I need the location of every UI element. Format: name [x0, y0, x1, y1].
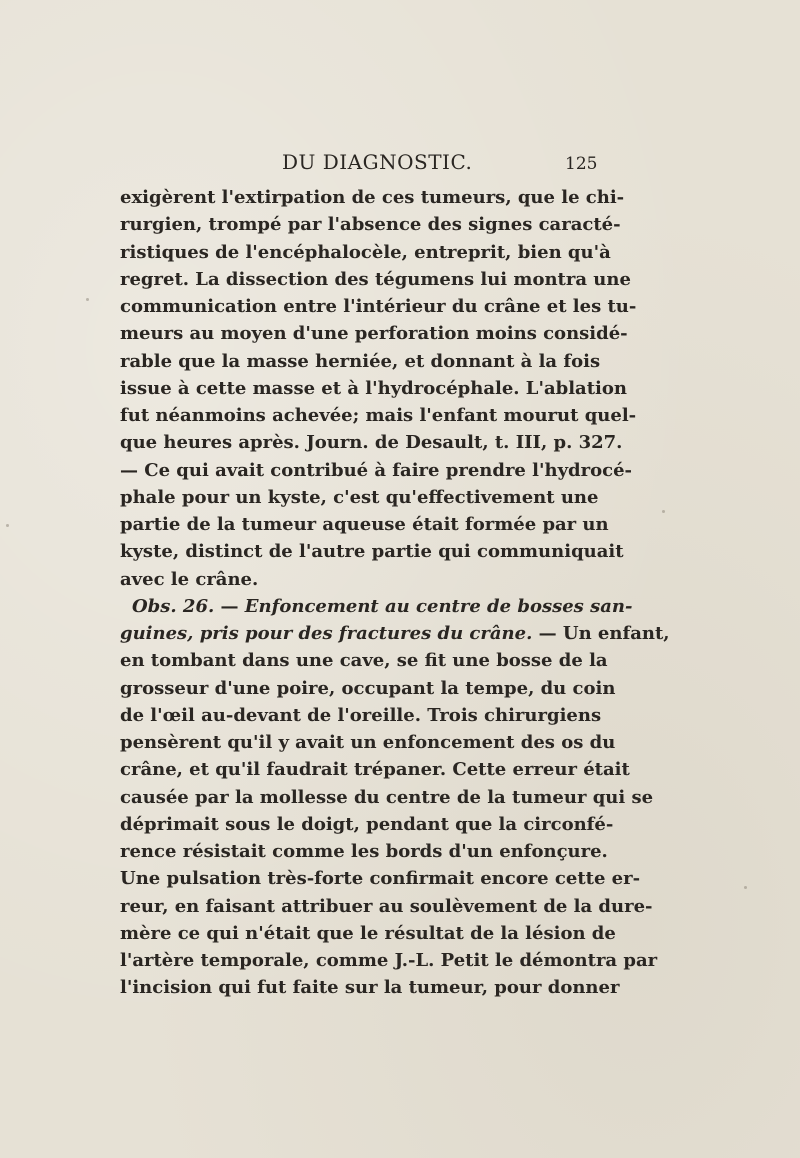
text-line: exigèrent l'extirpation de ces tumeurs, que le chi-	[120, 187, 625, 208]
text-line: crâne, et qu'il faudrait trépaner. Cette erreur était	[120, 759, 630, 781]
text-line: déprimait sous le doigt, pendant que la circonfé-	[120, 813, 614, 835]
text-line: — Ce qui avait contribué à faire prendre l'hydrocé-	[120, 459, 632, 481]
text-line: de l'œil au-devant de l'oreille. Trois chirurgiens	[120, 704, 602, 726]
running-head-title: DU DIAGNOSTIC.	[282, 150, 473, 174]
text-line: rable que la masse herniée, et donnant à la fois	[120, 350, 601, 372]
text-line: mère ce qui n'était que le résultat de la lésion de	[120, 922, 616, 944]
text-line: phale pour un kyste, c'est qu'effectivement une	[120, 486, 599, 508]
paper-speck	[6, 524, 9, 527]
text-line: meurs au moyen d'une perforation moins considé-	[120, 323, 628, 345]
text-line: Une pulsation très-forte confirmait encore cette er-	[120, 868, 641, 890]
observation-dash: —	[214, 595, 245, 617]
text-line: fut néanmoins achevée; mais l'enfant mourut quel-	[120, 405, 637, 426]
observation-heading-line-1	[120, 593, 633, 620]
text-line: pensèrent qu'il y avait un enfoncement des os du	[120, 732, 616, 753]
observation-title-2: guines, pris pour des fractures du crâne.	[120, 623, 533, 644]
paper-speck	[86, 298, 89, 301]
text-line: communication entre l'intérieur du crâne et les tu-	[120, 296, 637, 317]
observation-tail: — Un enfant,	[532, 623, 670, 644]
body-text	[120, 184, 670, 1002]
text-line: kyste, distinct de l'autre partie qui communiquait	[120, 541, 624, 563]
text-line: l'incision qui fut faite sur la tumeur, pour donner	[120, 977, 620, 999]
observation-label: Obs. 26.	[132, 595, 215, 617]
text-line: rence résistait comme les bords d'un enfonçure.	[120, 841, 608, 862]
text-line: grosseur d'une poire, occupant la tempe, du coin	[120, 677, 616, 699]
text-line: reur, en faisant attribuer au soulèvement de la dure-	[120, 895, 653, 917]
paper-speck	[744, 886, 747, 889]
text-line: l'artère temporale, comme J.-L. Petit le démontra par	[120, 950, 658, 971]
text-line: causée par la mollesse du centre de la tumeur qui se	[120, 786, 654, 808]
text-line: partie de la tumeur aqueuse était formée par un	[120, 514, 609, 535]
text-line: rurgien, trompé par l'absence des signes caracté-	[120, 214, 621, 236]
text-line: ristiques de l'encéphalocèle, entreprit, bien qu'à	[120, 241, 611, 263]
observation-title-1: Enfoncement au centre de bosses san-	[244, 595, 633, 617]
text-line: en tombant dans une cave, se fit une bosse de la	[120, 650, 608, 672]
text-line: regret. La dissection des tégumens lui montra une	[120, 268, 631, 290]
text-line: que heures après. Journ. de Desault, t. III, p. 327.	[120, 432, 623, 454]
running-head	[0, 150, 800, 178]
page-number: 125	[565, 154, 598, 174]
observation-heading-line-2	[120, 620, 670, 647]
paper-speck	[662, 510, 665, 513]
text-line: avec le crâne.	[120, 568, 259, 590]
text-line: issue à cette masse et à l'hydrocéphale. L'ablation	[120, 377, 627, 399]
